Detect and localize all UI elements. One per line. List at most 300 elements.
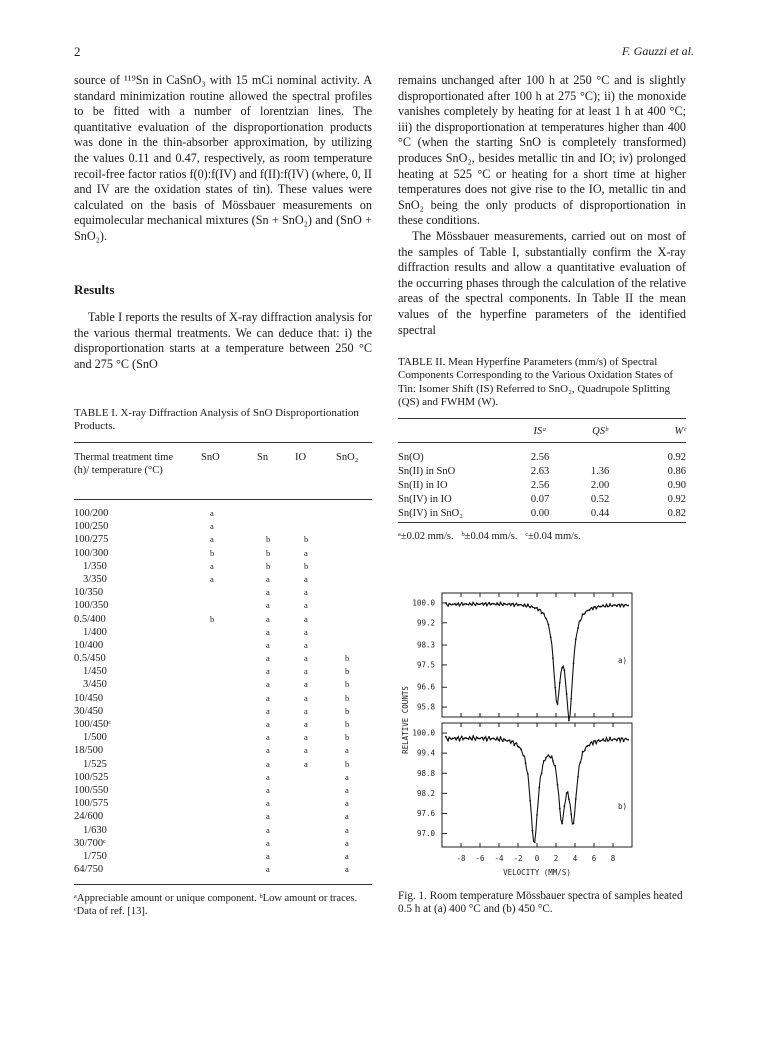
table1-cell-treatment: 10/400 [74, 639, 104, 651]
table1-cell-mark: a [266, 719, 270, 729]
table1-cell-mark: b [345, 679, 350, 690]
table-row [74, 693, 381, 706]
table1-cell-mark: b [345, 666, 350, 677]
table-row [74, 732, 381, 745]
y-tick-label: 100.0 [412, 728, 435, 738]
table1-cell-treatment: 100/575 [74, 798, 109, 810]
x-tick-label: 2 [553, 854, 559, 863]
table1-cell-mark: a [345, 864, 349, 875]
data-point [463, 603, 465, 605]
table1-cell-mark: a [345, 798, 349, 809]
table1-top-rule [74, 442, 372, 443]
table2-header-w: Wᶜ [674, 425, 686, 437]
data-point [454, 737, 456, 739]
table1-cell-mark: a [304, 758, 308, 769]
data-point [484, 737, 486, 739]
data-point [548, 624, 550, 626]
data-point [586, 610, 588, 612]
y-tick-label: 97.6 [416, 808, 435, 818]
data-point [495, 739, 497, 741]
data-point [447, 605, 449, 607]
data-point [447, 740, 449, 742]
data-point [598, 739, 600, 741]
table1-cell-mark [210, 666, 266, 679]
x-tick-label: 0 [534, 854, 540, 863]
page-number: 2 [74, 44, 81, 59]
table1-cell-mark: a [210, 534, 214, 545]
data-point [470, 603, 472, 605]
table-row [74, 679, 381, 692]
data-point [582, 751, 584, 753]
spectrum-line [446, 736, 628, 842]
table1-cell-treatment: 30/700ᶜ [74, 837, 106, 849]
data-point [609, 603, 611, 605]
table1-cell-mark [345, 614, 381, 627]
table1-cell-mark [210, 745, 266, 758]
table1-cell-treatment: 100/525 [74, 771, 109, 783]
data-point [532, 606, 534, 608]
table1-cell-mark: a [266, 639, 270, 650]
table2-cell-component: Sn(II) in SnO [398, 465, 456, 477]
table-row [74, 666, 381, 679]
table-row [74, 838, 381, 851]
table2-cell-component: Sn(II) in IO [398, 479, 448, 491]
table1-cell-treatment: 1/500 [83, 732, 107, 744]
table1-cell-mark: a [345, 784, 349, 795]
data-point [472, 602, 474, 604]
table1-cell-mark [210, 693, 266, 706]
data-point [518, 746, 520, 748]
table1-cell-mark: a [266, 784, 270, 795]
x-tick-label: -4 [494, 854, 504, 863]
discussion-paragraph-2: The Mössbauer measurements, carried out on most of the samples of Table I, substantially confirm the X-ray diffraction results and allow a quantitative evaluation of the occurring phases through the calculation of the relative areas of the spectral components. In Table II the mean values of the hyperfine parameters of the identified spectral [398, 228, 686, 337]
data-point [575, 798, 577, 800]
table1-cell-mark [304, 508, 345, 521]
table1-cell-mark: a [345, 850, 349, 861]
data-point [477, 603, 479, 605]
data-point [536, 607, 538, 609]
table2 [398, 450, 686, 520]
data-point [579, 620, 581, 622]
data-point [600, 606, 602, 608]
data-point [516, 603, 518, 605]
table-row [74, 627, 381, 640]
discussion-paragraph-1: remains unchanged after 100 h at 250 °C and is slightly disproportionated after 100 h at 275 °C); ii) the monoxide vanishes completely by heating for at least 1 h at 400 °C; iii) the disproportionation at temperatures higher than 400 °C (when the starting SnO is completely transformed) produces SnO₂, besides metallic tin and IO; iv) prolonged heating at 525 °C or heating for a short time at higher temperatures does not give rise to the IO, metallic tin and SnO₂ being the only products of disproportionation in these conditions. [398, 73, 686, 228]
table1-cell-mark [266, 508, 304, 521]
table-row [74, 811, 381, 824]
data-point [550, 636, 552, 638]
data-point [495, 604, 497, 606]
table-row [74, 653, 381, 666]
x-tick-label: -6 [475, 854, 485, 863]
data-point [566, 693, 568, 695]
data-point [573, 663, 575, 665]
y-tick-label: 98.3 [416, 640, 435, 650]
table1-cell-treatment: 1/350 [83, 560, 107, 572]
table1-cell-mark: a [266, 653, 270, 664]
table1-header-io: IO [295, 452, 307, 463]
table1-cell-mark: b [210, 547, 215, 558]
data-point [529, 800, 531, 802]
data-point [522, 755, 524, 757]
table1-cell-mark: a [266, 758, 270, 769]
table1-cell-mark [345, 508, 381, 521]
table-row [74, 772, 381, 785]
y-tick-label: 100.0 [412, 598, 435, 608]
x-tick-label: -8 [456, 854, 466, 863]
data-point [511, 741, 513, 743]
table2-cell-component: Sn(O) [398, 451, 424, 463]
table1-cell-treatment: 30/450 [74, 705, 104, 717]
data-point [525, 762, 527, 764]
table1-footnote: ᵃAppreciable amount or unique component. ᵇLow amount or traces. ᶜData of ref. [13]. [74, 893, 358, 917]
data-point [506, 604, 508, 606]
table2-cell-value: 0.82 [667, 507, 686, 519]
table1-cell-mark [210, 732, 266, 745]
table1-cell-mark: a [266, 850, 270, 861]
data-point [520, 748, 522, 750]
table-row [74, 798, 381, 811]
data-point [563, 805, 565, 807]
data-point [468, 604, 470, 606]
data-point [554, 765, 556, 767]
table1-cell-mark [210, 627, 266, 640]
table2-cell-component: Sn(IV) in SnO₂ [398, 507, 463, 519]
data-point [465, 737, 467, 739]
data-point [468, 738, 470, 740]
table1-cell-mark: a [266, 798, 270, 809]
data-point [570, 698, 572, 700]
table2-cell-value: 0.52 [590, 493, 610, 505]
table1-cell-mark [304, 811, 345, 824]
data-point [452, 603, 454, 605]
table-row [74, 864, 381, 877]
table2-cell-value: 0.00 [530, 507, 550, 519]
table1-cell-mark [345, 627, 381, 640]
table1-cell-mark: a [345, 837, 349, 848]
table1-cell-mark [304, 798, 345, 811]
table1-cell-treatment: 100/300 [74, 547, 109, 559]
running-head: F. Gauzzi et al. [621, 44, 694, 58]
data-point [607, 606, 609, 608]
data-point [475, 739, 477, 741]
table1-cell-treatment: 0.5/450 [74, 653, 106, 665]
table1-cell-treatment: 100/200 [74, 508, 109, 519]
data-point [456, 603, 458, 605]
table1-cell-mark [345, 640, 381, 653]
table1-cell-mark [345, 561, 381, 574]
table1-cell-mark: a [345, 811, 349, 822]
table1-cell-mark: a [266, 864, 270, 875]
data-point [561, 823, 563, 825]
data-point [554, 686, 556, 688]
table1-cell-mark [210, 640, 266, 653]
y-tick-label: 95.8 [416, 702, 435, 712]
data-point [552, 657, 554, 659]
data-point [566, 792, 568, 794]
table2-footnote: ᵃ±0.02 mm/s. ᵇ±0.04 mm/s. ᶜ±0.04 mm/s. [398, 531, 581, 542]
table-row [74, 851, 381, 864]
table-row [74, 574, 381, 587]
table1-cell-mark: a [304, 587, 308, 598]
data-point [545, 757, 547, 759]
table1-header-sno: SnO [201, 452, 220, 463]
table1-cell-mark: a [345, 745, 349, 756]
data-point [557, 784, 559, 786]
table1-cell-mark [210, 864, 266, 877]
table-row [398, 478, 686, 492]
table1-cell-treatment: 3/350 [83, 573, 107, 585]
data-point [600, 740, 602, 742]
data-point [593, 740, 595, 742]
table2-top-rule [398, 418, 686, 419]
data-point [563, 669, 565, 671]
table-row [398, 450, 686, 464]
table2-cell-value: 0.92 [667, 493, 686, 505]
data-point [456, 737, 458, 739]
table1-cell-mark: b [345, 719, 350, 729]
data-point [614, 738, 616, 740]
data-point [513, 605, 515, 607]
data-point [577, 776, 579, 778]
table1-cell-treatment: 100/550 [74, 784, 109, 796]
y-tick-label: 97.0 [416, 829, 435, 839]
data-point [459, 740, 461, 742]
table1-cell-mark [304, 772, 345, 785]
table2-cell-value: 0.92 [667, 451, 686, 463]
table2-cell-value: 0.86 [667, 465, 686, 477]
table2-cell-value: 2.56 [530, 479, 550, 491]
table-row [398, 464, 686, 478]
data-point [559, 682, 561, 684]
table1-cell-mark [210, 838, 266, 851]
table1-cell-treatment: 1/750 [83, 850, 107, 862]
table1-cell-mark: a [304, 719, 308, 729]
table1-cell-mark [210, 772, 266, 785]
table1-cell-mark: b [345, 653, 350, 664]
data-point [605, 740, 607, 742]
panel-frame [442, 723, 632, 847]
table1-cell-mark: b [304, 534, 309, 545]
data-point [627, 605, 629, 607]
table1-cell-treatment: 3/450 [83, 679, 107, 691]
data-point [616, 740, 618, 742]
table1-cell-mark [210, 679, 266, 692]
data-point [454, 603, 456, 605]
data-point [534, 841, 536, 843]
table1-cell-mark: b [345, 692, 350, 703]
table1-cell-mark: a [304, 639, 308, 650]
data-point [584, 749, 586, 751]
table1-cell-mark: a [266, 732, 270, 743]
table1-cell-mark: a [266, 600, 270, 611]
data-point [543, 613, 545, 615]
data-point [486, 740, 488, 742]
data-point [573, 823, 575, 825]
table1-cell-mark: a [266, 824, 270, 835]
data-point [502, 740, 504, 742]
data-point [620, 737, 622, 739]
data-point [502, 604, 504, 606]
table1-cell-mark [210, 706, 266, 719]
table2-cell-value: 0.90 [667, 479, 686, 491]
data-point [529, 607, 531, 609]
table1-header-sno2: SnO₂ [336, 452, 359, 463]
table1-cell-treatment: 1/630 [83, 824, 107, 836]
data-point [449, 603, 451, 605]
table2-header-is: ISᵃ [533, 425, 547, 437]
data-point [463, 738, 465, 740]
data-point [479, 603, 481, 605]
panel-label: b) [618, 802, 628, 811]
data-point [570, 813, 572, 815]
table-row [74, 521, 381, 534]
table1-cell-treatment: 100/275 [74, 534, 109, 546]
x-tick-label: 6 [591, 854, 597, 863]
y-tick-label: 98.2 [416, 788, 435, 798]
table1-cell-treatment: 1/525 [83, 758, 107, 770]
table1-bottom-rule [74, 884, 372, 885]
table1-cell-treatment: 0.5/400 [74, 613, 106, 625]
data-point [575, 638, 577, 640]
table2-cell-value: 1.36 [590, 465, 610, 477]
data-point [545, 618, 547, 620]
table1-header-treatment: Thermal treatment time (h)/ temperature (°C) [74, 452, 174, 476]
data-point [623, 740, 625, 742]
data-point [543, 760, 545, 762]
table1-caption: TABLE I. X-ray Diffraction Analysis of SnO Disproportionation Products. [74, 407, 359, 433]
table2-bottom-rule [398, 522, 686, 523]
table1-cell-mark: b [266, 560, 271, 571]
data-point [595, 608, 597, 610]
data-point [611, 739, 613, 741]
table1-cell-mark [304, 825, 345, 838]
table-row [74, 745, 381, 758]
table1-cell-mark: b [266, 547, 271, 558]
data-point [527, 773, 529, 775]
data-point [484, 603, 486, 605]
table1-cell-mark: a [345, 771, 349, 782]
data-point [609, 737, 611, 739]
table1-cell-mark: a [304, 600, 308, 611]
data-point [465, 603, 467, 605]
x-axis-label: VELOCITY (MM/S) [503, 868, 571, 877]
table1-cell-mark: a [345, 824, 349, 835]
table1-cell-mark [210, 759, 266, 772]
table1-cell-mark [266, 521, 304, 534]
figure-caption: Fig. 1. Room temperature Mössbauer spectra of samples heated 0.5 h at (a) 400 °C and (b) 450 °C. [398, 890, 683, 916]
data-point [520, 604, 522, 606]
data-point [461, 736, 463, 738]
data-point [625, 738, 627, 740]
data-point [497, 739, 499, 741]
mossbauer-figure [398, 585, 688, 885]
table1-cell-treatment: 18/500 [74, 745, 104, 757]
table1-cell-mark [345, 534, 381, 547]
table1-cell-treatment: 100/250 [74, 521, 109, 533]
table1-cell-mark [345, 548, 381, 561]
table-row [74, 706, 381, 719]
table1-cell-mark [210, 600, 266, 613]
data-point [481, 737, 483, 739]
results-heading: Results [74, 282, 115, 297]
data-point [479, 738, 481, 740]
table-row [398, 492, 686, 506]
data-point [598, 605, 600, 607]
table-row [74, 719, 381, 732]
table1-cell-mark: a [266, 692, 270, 703]
table2-header [398, 424, 686, 438]
data-point [500, 736, 502, 738]
data-point [500, 602, 502, 604]
table-row [398, 506, 686, 520]
data-point [589, 745, 591, 747]
data-point [548, 754, 550, 756]
table1-cell-mark: b [210, 613, 215, 624]
table1-cell-mark: a [266, 771, 270, 782]
data-point [552, 760, 554, 762]
table1-cell-treatment: 100/450ᶜ [74, 719, 112, 730]
right-column [398, 73, 686, 338]
data-point [557, 703, 559, 705]
data-point [538, 609, 540, 611]
table1-cell-mark [210, 719, 266, 732]
table2-caption: TABLE II. Mean Hyperfine Parameters (mm/s) of Spectral Components Corresponding to the Various Oxidation States of Tin: Isomer Shift (IS) Referred to SnO₂, Quadrupole Splitting (QS) and FWHM (W). [398, 356, 674, 409]
data-point [525, 605, 527, 607]
table1-cell-mark [345, 521, 381, 534]
data-point [550, 757, 552, 759]
table1-cell-mark: a [266, 666, 270, 677]
data-point [582, 613, 584, 615]
table1-cell-mark: a [210, 573, 214, 584]
methods-paragraph: source of ¹¹⁹Sn in CaSnO₃ with 15 mCi nominal activity. A standard minimization routine allowed the spectral profiles to be fitted with a number of lorentzian lines. The quantitative evaluation of the disproportionation products was done in the thin-absorber approximation, by utilizing the values 0.11 and 0.47, respectively, as room temperature recoil-free factor ratios f(0):f(IV) and f(II):f(IV) (where, 0, II and IV are the oxidation states of tin). These values were calculated on the basis of Mössbauer measurements on equimolecular mechanical mixtures (Sn + SnO₂) and (SnO + SnO₂). [74, 73, 372, 243]
table-row [74, 785, 381, 798]
table-row [74, 825, 381, 838]
table1-cell-mark: a [266, 745, 270, 756]
table1-cell-mark [304, 521, 345, 534]
table1-cell-mark: a [266, 811, 270, 822]
table1-cell-mark: a [266, 587, 270, 598]
table1-cell-treatment: 24/600 [74, 811, 104, 823]
data-point [475, 604, 477, 606]
table1-cell-treatment: 10/350 [74, 587, 104, 599]
table1-cell-mark [210, 587, 266, 600]
table1-cell-mark: a [266, 573, 270, 584]
table2-cell-value: 2.63 [530, 465, 550, 477]
data-point [527, 603, 529, 605]
y-tick-label: 99.2 [416, 618, 435, 628]
data-point [616, 605, 618, 607]
data-point [513, 744, 515, 746]
data-point [509, 603, 511, 605]
data-point [623, 606, 625, 608]
table1-cell-mark: a [266, 626, 270, 637]
left-column [74, 73, 372, 245]
table1-cell-mark: b [304, 560, 309, 571]
table1-cell-treatment: 1/450 [83, 666, 107, 678]
data-point [488, 602, 490, 604]
table1-cell-mark [304, 838, 345, 851]
table1-header-sn: Sn [257, 452, 269, 463]
table1-cell-mark: a [304, 573, 308, 584]
data-point [461, 602, 463, 604]
table-row [74, 561, 381, 574]
data-point [493, 603, 495, 605]
y-tick-label: 99.4 [416, 748, 435, 758]
data-point [618, 737, 620, 739]
table1-cell-mark: a [304, 666, 308, 677]
x-tick-label: -2 [513, 854, 523, 863]
